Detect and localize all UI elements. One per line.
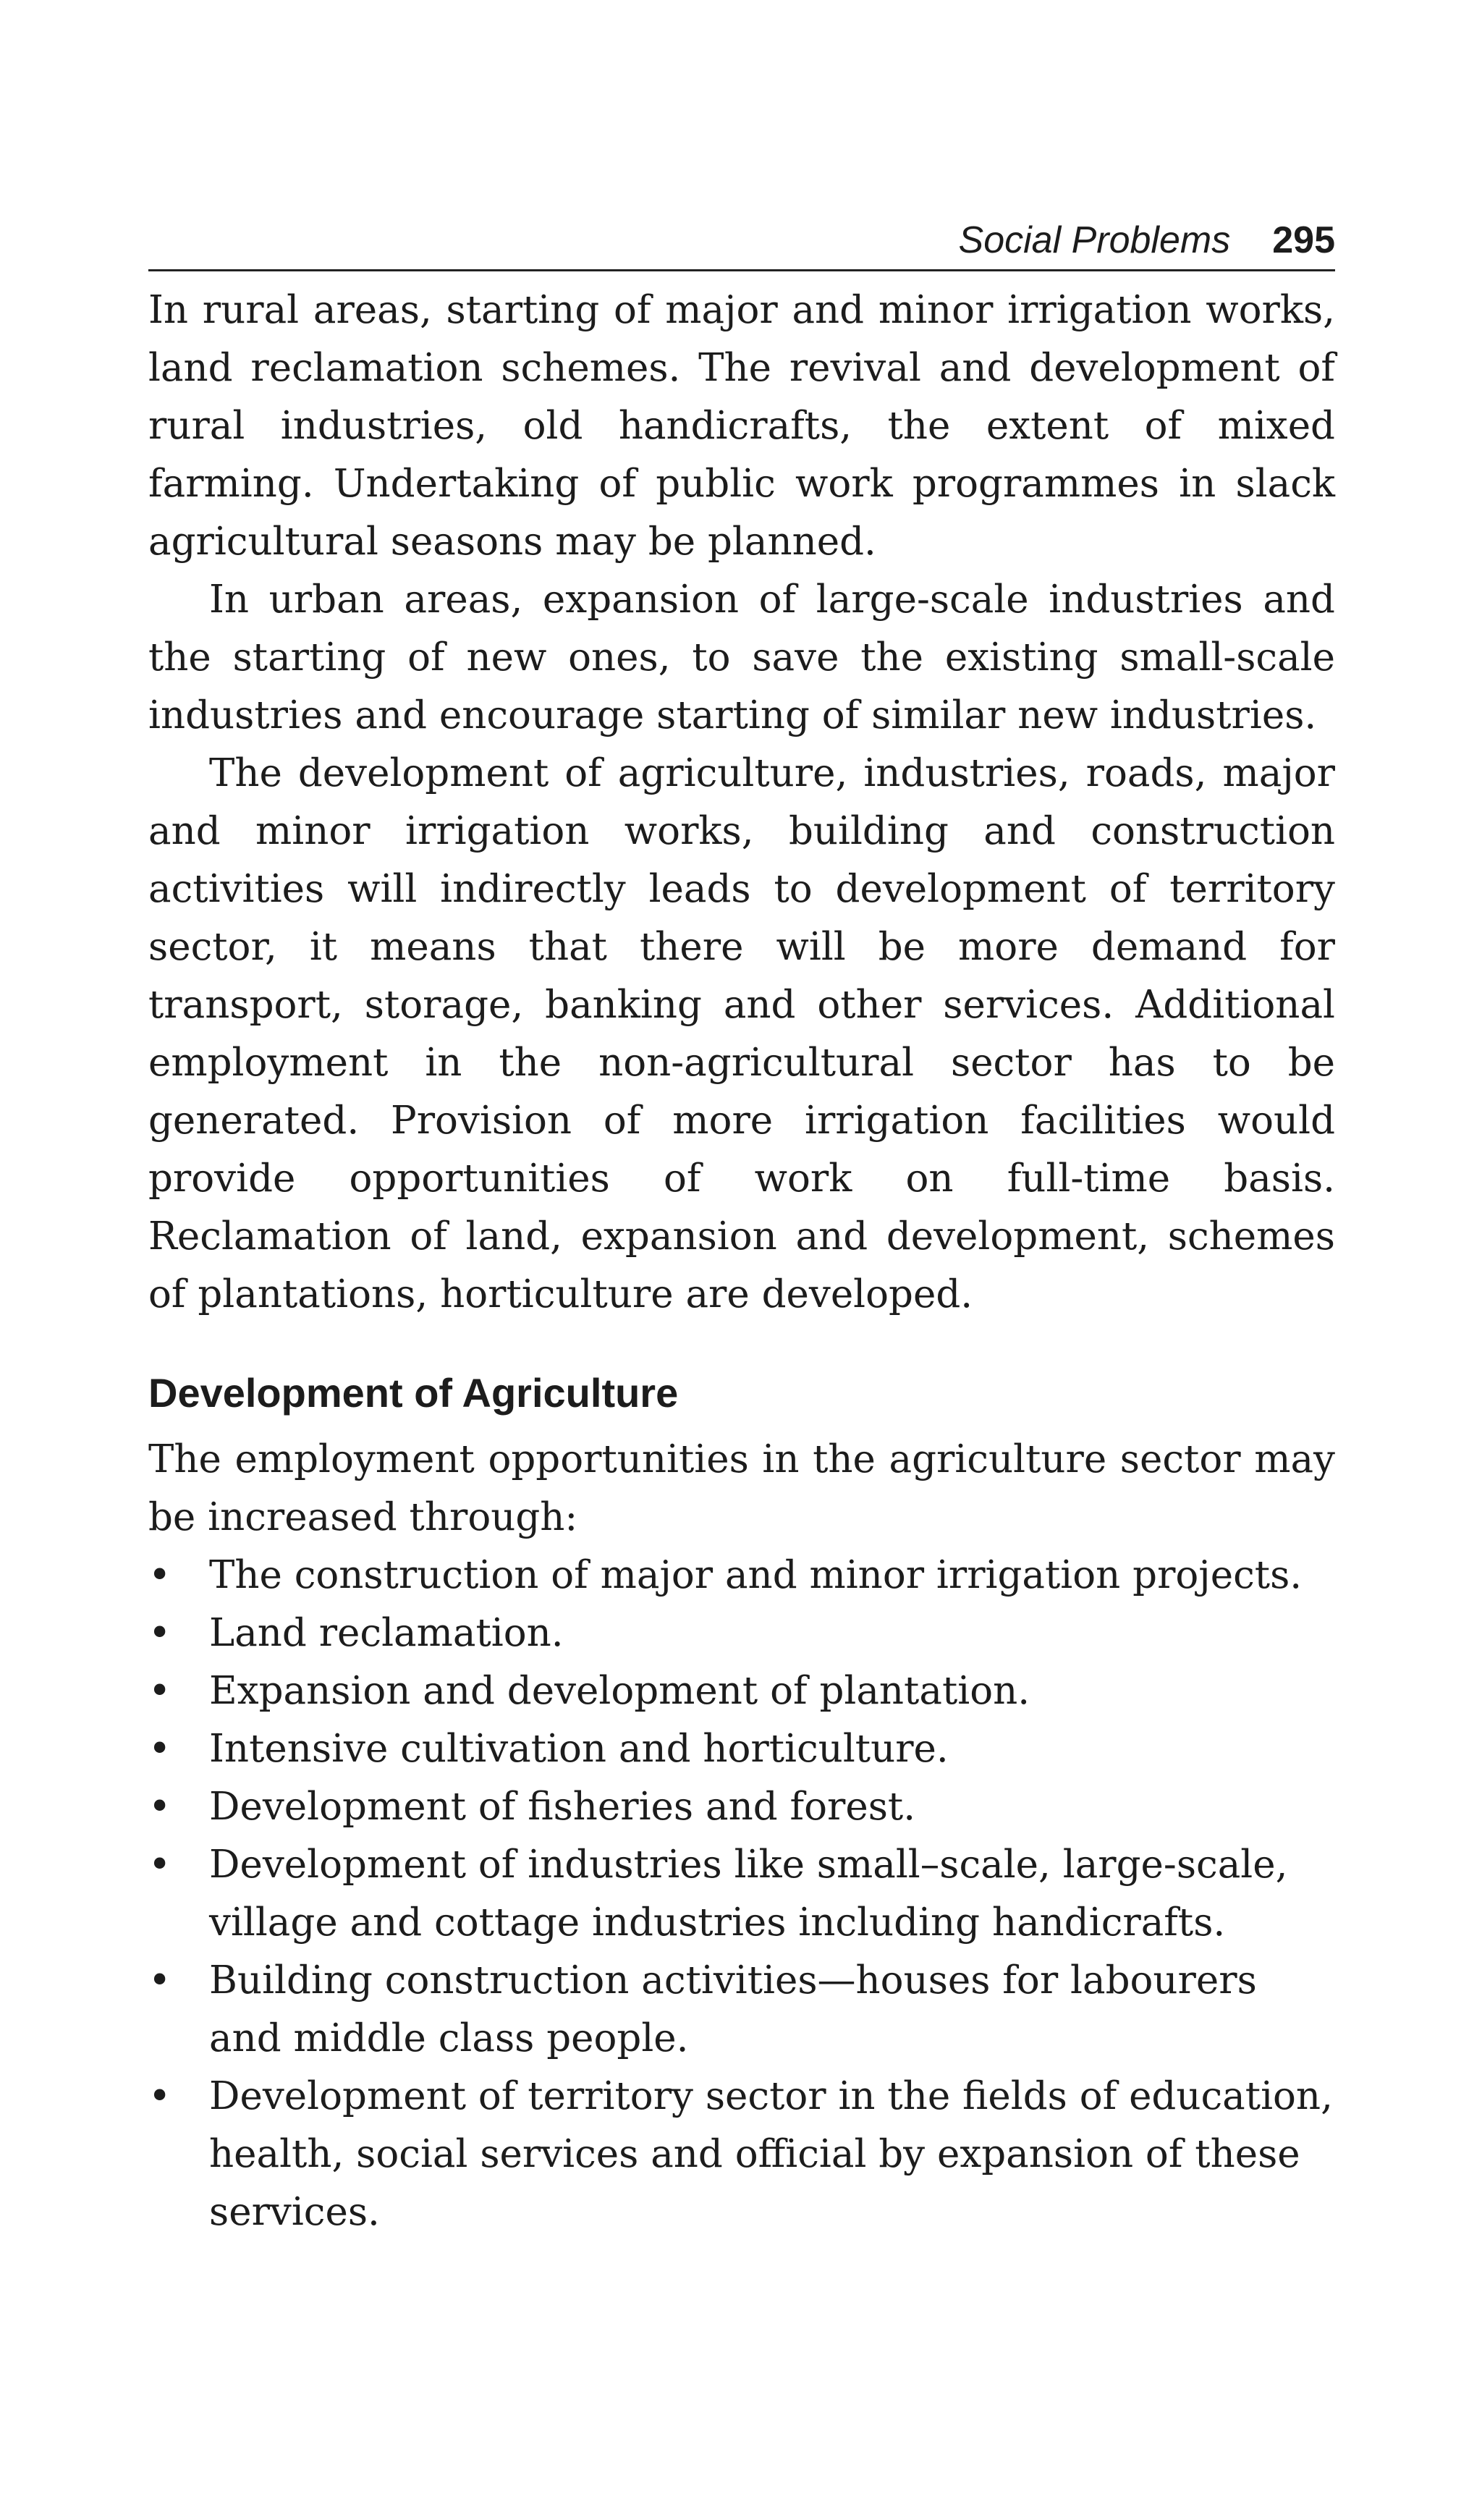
list-item-text: Development of industries like small–scale, large-scale, village and cottage industries including handicrafts.	[209, 1843, 1288, 1945]
list-item	[148, 1778, 1335, 1836]
paragraph-urban: In urban areas, expansion of large-scale industries and the starting of new ones, to save the existing small-scale industries and encourage starting of similar new industries.	[148, 578, 1335, 737]
list-item-text: Land reclamation.	[209, 1611, 564, 1655]
list-item-text: The construction of major and minor irrigation projects.	[209, 1553, 1303, 1597]
running-head	[148, 217, 1335, 271]
section-heading: Development of Agriculture	[148, 1370, 679, 1416]
list-item-text: Development of territory sector in the fields of education, health, social services and official by expansion of these services.	[209, 2074, 1333, 2234]
list-item	[148, 1547, 1335, 1604]
list-item	[148, 1604, 1335, 1662]
bullet-icon: •	[148, 1553, 172, 1597]
list-item-text: Development of fisheries and forest.	[209, 1785, 916, 1829]
bullet-list	[148, 1547, 1335, 2241]
bullet-icon: •	[148, 1785, 172, 1829]
bullet-icon: •	[148, 1611, 172, 1655]
list-item-text: Expansion and development of plantation.	[209, 1669, 1030, 1713]
section-intro: The employment opportunities in the agriculture sector may be increased through:	[148, 1437, 1335, 1539]
list-item-text: Building construction activities—houses for labourers and middle class people.	[209, 1958, 1257, 2060]
list-item	[148, 1720, 1335, 1778]
bullet-icon: •	[148, 2074, 172, 2118]
paragraph-rural: In rural areas, starting of major and minor irrigation works, land reclamation schemes. The revival and development of rural industries, old handicrafts, the extent of mixed farming. Undertaking of public work programmes in slack agricultural seasons may be planned.	[148, 288, 1335, 564]
page-number: 295	[1272, 219, 1335, 261]
paragraph-development: The development of agriculture, industries, roads, major and minor irrigation works, building and construction activities will indirectly leads to development of territory sector, it means that there will be more demand for transport, storage, banking and other services. Additional employment in the non-agricultural sector has to be generated. Provision of more irrigation facilities would provide opportunities of work on full-time basis. Reclamation of land, expansion and development, schemes of plantations, horticulture are developed.	[148, 751, 1335, 1316]
list-item	[148, 1952, 1335, 2068]
running-head-title: Social Problems	[958, 219, 1231, 261]
list-item	[148, 1662, 1335, 1720]
bullet-icon: •	[148, 1958, 172, 2003]
body-text	[148, 282, 1335, 2241]
bullet-icon: •	[148, 1727, 172, 1771]
book-page	[148, 217, 1335, 2241]
bullet-icon: •	[148, 1669, 172, 1713]
list-item-text: Intensive cultivation and horticulture.	[209, 1727, 949, 1771]
list-item	[148, 1836, 1335, 1952]
list-item	[148, 2068, 1335, 2241]
bullet-icon: •	[148, 1843, 172, 1887]
